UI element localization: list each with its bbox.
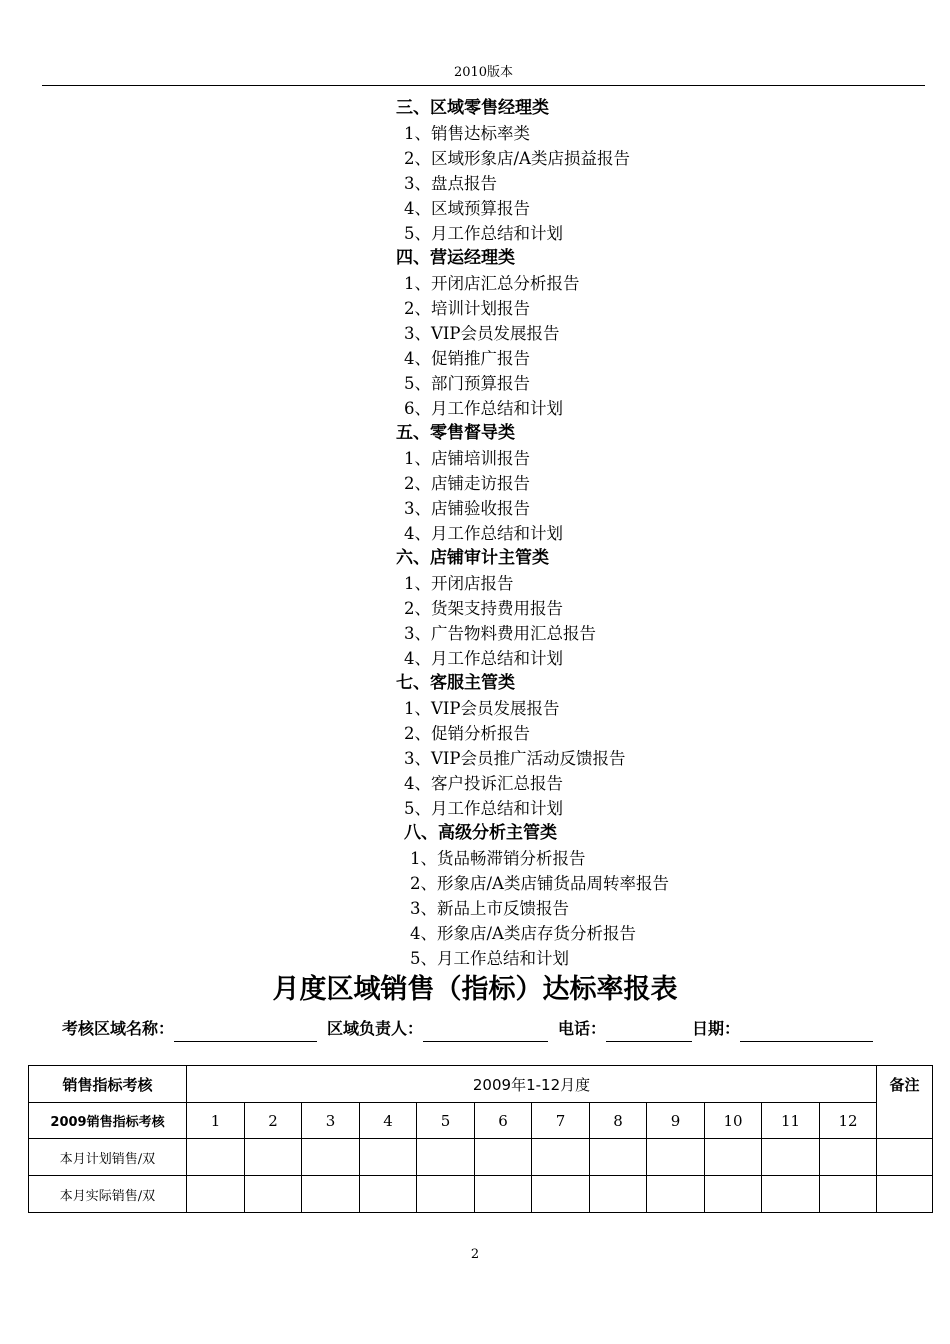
outline-item: 3、VIP会员发展报告 xyxy=(404,324,560,343)
month-value-cell[interactable] xyxy=(475,1139,532,1176)
outline-item: 4、月工作总结和计划 xyxy=(404,649,563,668)
outline-item: 1、开闭店汇总分析报告 xyxy=(404,274,580,293)
remark-cell[interactable] xyxy=(877,1139,933,1176)
outline-item: 2、形象店/A类店铺货品周转率报告 xyxy=(410,874,669,893)
outline-section xyxy=(396,246,916,421)
outline-item: 3、新品上市反馈报告 xyxy=(410,899,569,918)
outline-item: 1、货品畅滞销分析报告 xyxy=(410,849,586,868)
month-header-cell: 7 xyxy=(532,1103,590,1139)
outline-item: 5、部门预算报告 xyxy=(404,374,530,393)
outline-item: 3、广告物料费用汇总报告 xyxy=(404,624,596,643)
month-header-cell: 11 xyxy=(762,1103,820,1139)
outline-item: 4、形象店/A类店存货分析报告 xyxy=(410,924,636,943)
region-field[interactable] xyxy=(174,1021,317,1042)
outline-item: 4、客户投诉汇总报告 xyxy=(404,774,563,793)
outline-section xyxy=(396,671,916,821)
month-value-cell[interactable] xyxy=(762,1176,820,1213)
outline-item: 1、销售达标率类 xyxy=(404,124,530,143)
page-header: 2010版本 xyxy=(453,65,514,80)
month-header-cell: 2 xyxy=(245,1103,302,1139)
outline-section xyxy=(396,421,916,546)
outline-item: 3、店铺验收报告 xyxy=(404,499,530,518)
month-value-cell[interactable] xyxy=(532,1139,590,1176)
outline-item: 1、开闭店报告 xyxy=(404,574,514,593)
header-rule xyxy=(42,85,925,86)
month-header-cell: 8 xyxy=(590,1103,647,1139)
section-title: 五、零售督导类 xyxy=(396,423,515,443)
month-value-cell[interactable] xyxy=(647,1176,705,1213)
month-value-cell[interactable] xyxy=(360,1139,417,1176)
month-header-cell: 10 xyxy=(705,1103,762,1139)
month-value-cell[interactable] xyxy=(647,1139,705,1176)
region-label: 考核区域名称： xyxy=(62,1019,175,1038)
month-value-cell[interactable] xyxy=(360,1176,417,1213)
section-title: 四、营运经理类 xyxy=(396,248,515,268)
outline-item: 3、VIP会员推广活动反馈报告 xyxy=(404,749,626,768)
month-value-cell[interactable] xyxy=(590,1176,647,1213)
header-remark-cell: 备注 xyxy=(877,1066,933,1139)
report-outline xyxy=(396,96,916,971)
date-field[interactable] xyxy=(740,1021,873,1042)
outline-item: 4、区域预算报告 xyxy=(404,199,530,218)
month-header-cell: 9 xyxy=(647,1103,705,1139)
outline-item: 1、店铺培训报告 xyxy=(404,449,530,468)
month-header-cell: 5 xyxy=(417,1103,475,1139)
month-value-cell[interactable] xyxy=(475,1176,532,1213)
month-value-cell[interactable] xyxy=(302,1139,360,1176)
month-value-cell[interactable] xyxy=(302,1176,360,1213)
sub-label-cell: 2009销售指标考核 xyxy=(29,1103,187,1139)
outline-item: 2、货架支持费用报告 xyxy=(404,599,563,618)
outline-item: 2、促销分析报告 xyxy=(404,724,530,743)
outline-item: 5、月工作总结和计划 xyxy=(404,224,563,243)
remark-cell[interactable] xyxy=(877,1176,933,1213)
report-form-fields xyxy=(62,1016,932,1042)
phone-label: 电话： xyxy=(558,1019,607,1038)
month-value-cell[interactable] xyxy=(417,1139,475,1176)
manager-field[interactable] xyxy=(423,1021,548,1042)
month-header-cell: 4 xyxy=(360,1103,417,1139)
month-value-cell[interactable] xyxy=(245,1139,302,1176)
month-value-cell[interactable] xyxy=(187,1176,245,1213)
month-value-cell[interactable] xyxy=(705,1176,762,1213)
report-title: 月度区域销售（指标）达标率报表 xyxy=(272,974,678,1005)
month-value-cell[interactable] xyxy=(532,1176,590,1213)
month-value-cell[interactable] xyxy=(417,1176,475,1213)
outline-item: 4、月工作总结和计划 xyxy=(404,524,563,543)
outline-item: 5、月工作总结和计划 xyxy=(404,799,563,818)
section-title: 八、高级分析主管类 xyxy=(404,823,557,843)
month-value-cell[interactable] xyxy=(762,1139,820,1176)
month-value-cell[interactable] xyxy=(245,1176,302,1213)
header-period-cell: 2009年1-12月度 xyxy=(187,1066,877,1103)
sales-report-table xyxy=(28,1065,933,1213)
outline-item: 3、盘点报告 xyxy=(404,174,497,193)
outline-item: 1、VIP会员发展报告 xyxy=(404,699,560,718)
month-value-cell[interactable] xyxy=(820,1176,877,1213)
month-header-cell: 12 xyxy=(820,1103,877,1139)
month-value-cell[interactable] xyxy=(590,1139,647,1176)
month-value-cell[interactable] xyxy=(187,1139,245,1176)
month-header-cell: 6 xyxy=(475,1103,532,1139)
month-value-cell[interactable] xyxy=(705,1139,762,1176)
outline-item: 2、培训计划报告 xyxy=(404,299,530,318)
section-title: 七、客服主管类 xyxy=(396,673,515,693)
header-left-cell: 销售指标考核 xyxy=(29,1066,187,1103)
row-label-planned: 本月计划销售/双 xyxy=(29,1139,187,1176)
month-header-cell: 3 xyxy=(302,1103,360,1139)
section-title: 六、店铺审计主管类 xyxy=(396,548,549,568)
page-number: 2 xyxy=(470,1247,480,1262)
outline-item: 4、促销推广报告 xyxy=(404,349,530,368)
outline-item: 5、月工作总结和计划 xyxy=(410,949,569,968)
manager-label: 区域负责人： xyxy=(327,1019,424,1038)
date-label: 日期： xyxy=(692,1019,741,1038)
month-value-cell[interactable] xyxy=(820,1139,877,1176)
outline-section xyxy=(396,546,916,671)
outline-section xyxy=(396,96,916,246)
outline-item: 6、月工作总结和计划 xyxy=(404,399,563,418)
section-title: 三、区域零售经理类 xyxy=(396,98,549,118)
outline-item: 2、区域形象店/A类店损益报告 xyxy=(404,149,630,168)
row-label-actual: 本月实际销售/双 xyxy=(29,1176,187,1213)
outline-item: 2、店铺走访报告 xyxy=(404,474,530,493)
outline-section xyxy=(396,821,916,971)
month-header-cell: 1 xyxy=(187,1103,245,1139)
phone-field[interactable] xyxy=(606,1021,692,1042)
